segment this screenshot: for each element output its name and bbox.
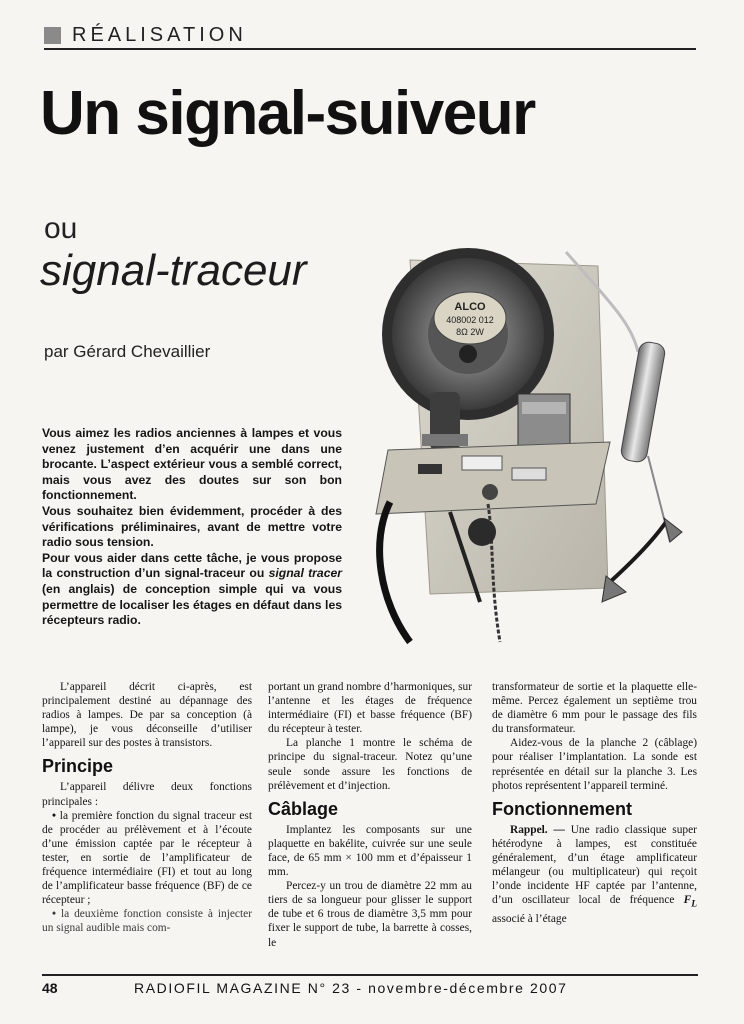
- col3-paragraph-1: transformateur de sortie et la plaquette elle-même. Percez également un septième trou de diamètre 6 mm pour le passage des fils du transformateur.: [492, 681, 697, 736]
- col2-paragraph-1: portant un grand nombre d’harmoniques, sur l’antenne et les étages de fréquence intermédiaire (FI) et basse fréquence (BF) du récepteur à tester.: [268, 681, 472, 736]
- intro-p3-end: (en anglais) de conception simple qui va vous permettre de localiser les étages en défaut dans les récepteurs radio.: [42, 581, 342, 628]
- speaker-rating: 8Ω 2W: [456, 327, 484, 337]
- header-rule: [44, 48, 696, 50]
- col2-paragraph-4: Percez-y un trou de diamètre 22 mm au tiers de sa longueur pour glisser le support de tube et 6 trous de diamètre 3,5 mm pour fixer le support de tube, la barrette à cosses, le: [268, 880, 472, 949]
- col1-paragraph-2: L’appareil délivre deux fonctions principales :: [42, 781, 252, 808]
- function-list: [42, 809, 252, 936]
- col3-paragraph-3: [492, 823, 697, 926]
- heading-fonctionnement: Fonctionnement: [492, 798, 632, 819]
- col2-paragraph-3: Implantez les composants sur une plaquette en bakélite, cuivrée sur une seule face, de 65 mm × 100 mm et d’épaisseur 1 mm.: [268, 823, 472, 879]
- section-header: [44, 24, 696, 50]
- col2-paragraph-2: La planche 1 montre le schéma de principe du signal-traceur. Notez qu’une seule sonde assure les fonctions de prélèvement et d’injection.: [268, 737, 472, 792]
- col3-paragraph-2: Aidez-vous de la planche 2 (câblage) pour réaliser l’implantation. La sonde est représentée en détail sur la planche 3. Les photos représentent l’appareil terminé.: [492, 737, 697, 792]
- speaker-brand: ALCO: [454, 301, 486, 313]
- col3-p3-text: Une radio classique super hétérodyne à lampes, est constituée généralement, d’un étage amplificateur mélangeur (ou multiplicateur) qui reçoit l’onde incidente HF captée par l’antenne, d’un oscillateur local de fréquence: [492, 823, 697, 907]
- section-square-icon: [44, 27, 61, 44]
- speaker-ref: 408002 012: [446, 315, 494, 325]
- rappel-label: Rappel. —: [510, 823, 565, 836]
- list-item: • la deuxième fonction consiste à injecter un signal audible mais com-: [42, 908, 252, 935]
- intro-lead: [42, 426, 342, 629]
- bullet-2-text: la deuxième fonction consiste à injecter un signal audible mais com-: [42, 908, 252, 935]
- page-footer: [42, 974, 698, 1004]
- column-2: [268, 680, 472, 950]
- heading-principe: Principe: [42, 756, 114, 777]
- intro-paragraph-3: [42, 551, 342, 629]
- footer-rule: [42, 974, 698, 976]
- intro-p3-start: Pour vous aider dans cette tâche, je vous propose la construction d’un signal-traceur ou: [42, 550, 342, 581]
- article-title: Un signal-suiveur: [40, 79, 535, 148]
- title-connector: ou: [44, 212, 78, 245]
- frequency-symbol: F: [683, 894, 692, 907]
- device-photo: [370, 242, 696, 652]
- article-subtitle: signal-traceur: [40, 246, 307, 295]
- intro-p3-em: signal tracer: [268, 566, 343, 581]
- byline: par Gérard Chevaillier: [44, 342, 211, 361]
- list-item: • la première fonction du signal traceur est de procéder au prélèvement et à l’écoute d’une émission captée par le récepteur à tester, en sortie de l’amplificateur de fréquence intermédiaire (FI) et tout au long de l’amplificateur basse fréquence (BF) de ce récepteur ;: [42, 809, 252, 907]
- column-1: [42, 680, 252, 936]
- col3-p3-end: associé à l’étage: [492, 912, 567, 925]
- page-number: 48: [42, 980, 58, 996]
- circuit-board: [376, 442, 610, 514]
- intro-paragraph-1: Vous aimez les radios anciennes à lampes et vous venez justement d’en acquérir une dans une brocante. L’aspect extérieur vous a semblé correct, mais vous avez des doutes sur son bon fonctionnement.: [42, 426, 342, 503]
- heading-cablage: Câblage: [268, 798, 339, 819]
- section-label: RÉALISATION: [72, 24, 247, 46]
- col1-paragraph-1: L’appareil décrit ci-après, est principalement destiné au dépannage des radios à lampes. De par sa conception (à lampe), je vous déconseille d’utiliser l’appareil sur des postes à transistors.: [42, 681, 252, 750]
- column-3: [492, 680, 697, 926]
- magazine-issue: RADIOFIL MAGAZINE N° 23 - novembre-décembre 2007: [134, 980, 568, 996]
- frequency-subscript: L: [691, 899, 697, 910]
- intro-paragraph-2: Vous souhaitez bien évidemment, procéder à des vérifications préliminaires, avant de mettre votre radio sous tension.: [42, 503, 342, 550]
- bullet-1-text: la première fonction du signal traceur est de procéder au prélèvement et à l’écoute d’une émission captée par le récepteur à tester, en sortie de l’amplificateur de fréquence intermédiaire (FI) et tout au long de l’amplificateur basse fréquence (BF) de ce récepteur ;: [42, 809, 252, 907]
